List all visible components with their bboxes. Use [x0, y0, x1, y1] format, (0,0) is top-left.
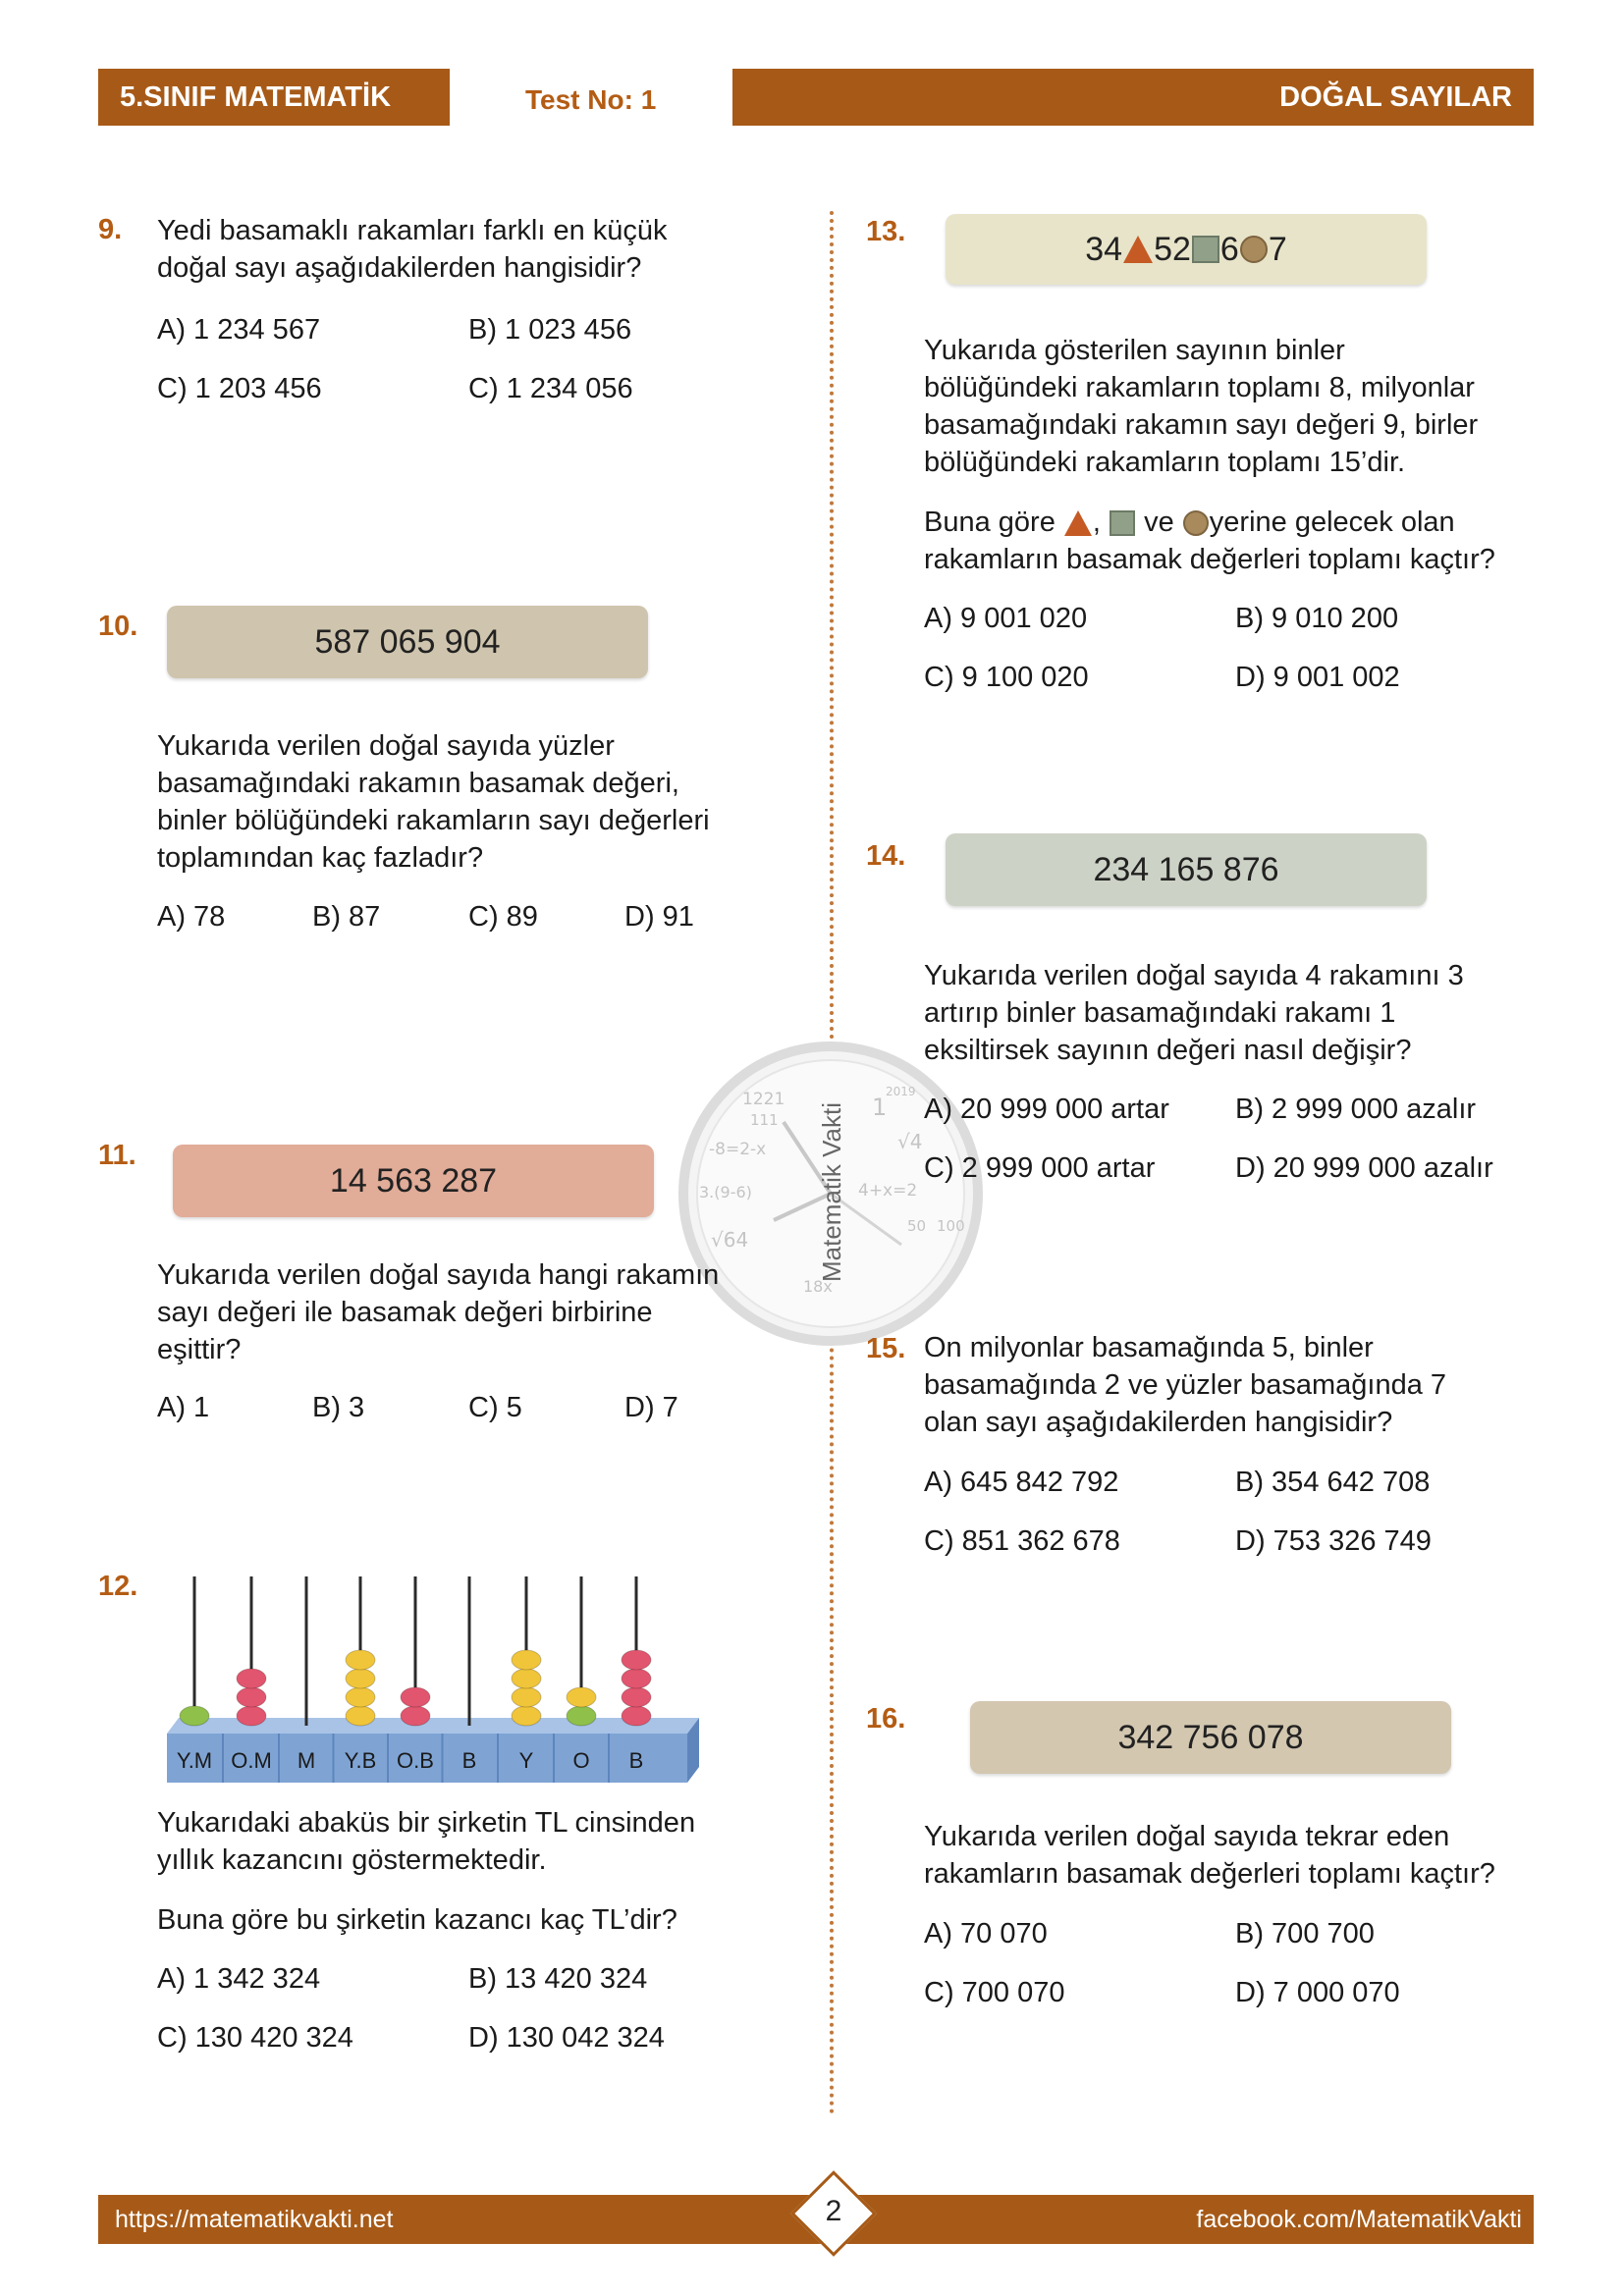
q15-option-c[interactable]: C) 851 362 678	[924, 1525, 1120, 1557]
abacus-bead	[622, 1706, 651, 1726]
q14-line: eksiltirsek sayının değeri nasıl değişir?	[924, 1035, 1412, 1066]
q15-option-d[interactable]: D) 753 326 749	[1235, 1525, 1432, 1557]
q9-option-a[interactable]: A) 1 234 567	[157, 314, 321, 346]
question-number-14: 14.	[866, 840, 906, 872]
abacus-bead	[346, 1706, 375, 1726]
abacus-bead	[237, 1669, 266, 1688]
q13-line: basamağındaki rakamın sayı değeri 9, birler	[924, 409, 1479, 441]
abacus-bead	[512, 1669, 541, 1688]
q10-number-box: 587 065 904	[167, 606, 648, 678]
abacus-bead	[512, 1650, 541, 1670]
q13-question-line-1	[924, 504, 1455, 541]
abacus-bead	[622, 1669, 651, 1688]
wm-scribble: 111	[750, 1111, 779, 1129]
q14-line: artırıp binler basamağındaki rakamı 1	[924, 997, 1396, 1029]
q13-line: bölüğündeki rakamların toplamı 8, milyonlar	[924, 372, 1475, 403]
q16-line: Yukarıda verilen doğal sayıda tekrar eden	[924, 1821, 1450, 1852]
q16-option-c[interactable]: C) 700 070	[924, 1977, 1065, 2008]
q14-option-b[interactable]: B) 2 999 000 azalır	[1235, 1094, 1477, 1125]
triangle-icon	[1122, 235, 1154, 264]
grade-title-text: 5.SINIF MATEMATİK	[120, 80, 392, 113]
q16-line: rakamların basamak değerleri toplamı kaçtır?	[924, 1858, 1495, 1890]
q14-option-a[interactable]: A) 20 999 000 artar	[924, 1094, 1169, 1125]
question-number-16: 16.	[866, 1703, 906, 1735]
q11-option-d[interactable]: D) 7	[624, 1392, 678, 1423]
abacus-bead	[346, 1650, 375, 1670]
q13-q-part: ve	[1144, 507, 1174, 538]
q11-option-a[interactable]: A) 1	[157, 1392, 210, 1423]
q13-part: 34	[1085, 230, 1123, 268]
q14-number-box: 234 165 876	[946, 833, 1427, 906]
q15-option-a[interactable]: A) 645 842 792	[924, 1467, 1119, 1498]
question-14-text	[924, 957, 1464, 1069]
q10-option-c[interactable]: C) 89	[468, 901, 538, 933]
question-9-text	[157, 212, 668, 287]
q15-line: basamağında 2 ve yüzler basamağında 7	[924, 1369, 1447, 1401]
wm-scribble: 4+x=2	[858, 1181, 918, 1201]
q11-line: eşittir?	[157, 1334, 242, 1365]
abacus-label: Y.M	[176, 1748, 213, 1773]
q14-line: Yukarıda verilen doğal sayıda 4 rakamını 3	[924, 960, 1464, 991]
abacus-bead	[401, 1687, 430, 1707]
abacus-label: O.M	[231, 1748, 272, 1773]
q16-number-box: 342 756 078	[970, 1701, 1451, 1774]
abacus-bead	[346, 1687, 375, 1707]
circle-icon	[1239, 235, 1269, 264]
q9-line: Yedi basamaklı rakamları farklı en küçük	[157, 215, 668, 246]
q13-line: bölüğündeki rakamların toplamı 15’dir.	[924, 447, 1406, 478]
question-15-text	[924, 1329, 1446, 1441]
q14-option-c[interactable]: C) 2 999 000 artar	[924, 1152, 1156, 1184]
q13-q-part: ,	[1092, 507, 1101, 538]
q12-option-a[interactable]: A) 1 342 324	[157, 1963, 321, 1995]
abacus-label: B	[461, 1748, 477, 1773]
q16-option-b[interactable]: B) 700 700	[1235, 1918, 1375, 1949]
question-10-text	[157, 727, 710, 877]
abacus-label: Y	[518, 1748, 534, 1773]
question-12-text	[157, 1804, 695, 1879]
wm-scribble: 100	[937, 1217, 965, 1235]
q12-question-line: Buna göre bu şirketin kazancı kaç TL’dir?	[157, 1904, 677, 1936]
abacus-bead	[512, 1687, 541, 1707]
topic-text: DOĞAL SAYILAR	[1279, 80, 1512, 113]
q12-line: Yukarıdaki abaküs bir şirketin TL cinsinden	[157, 1807, 696, 1839]
question-number-9: 9.	[98, 214, 123, 245]
q11-number-box: 14 563 287	[173, 1145, 654, 1217]
wm-scribble: -8=2-x	[709, 1140, 767, 1159]
q11-option-b[interactable]: B) 3	[312, 1392, 365, 1423]
wm-scribble: 50	[907, 1217, 927, 1235]
question-16-text	[924, 1818, 1495, 1893]
q13-question-line-2: rakamların basamak değerleri toplamı kaçtır?	[924, 544, 1495, 575]
q13-option-d[interactable]: D) 9 001 002	[1235, 662, 1400, 693]
page-number: 2	[825, 2195, 842, 2227]
abacus-label: Y.B	[344, 1748, 377, 1773]
abacus-bead	[237, 1687, 266, 1707]
q10-option-d[interactable]: D) 91	[624, 901, 694, 933]
question-number-11: 11.	[98, 1140, 136, 1171]
wm-scribble: 1221	[742, 1090, 785, 1109]
question-number-12: 12.	[98, 1571, 138, 1602]
abacus-label: B	[628, 1748, 644, 1773]
circle-icon	[1182, 509, 1210, 537]
q12-option-b[interactable]: B) 13 420 324	[468, 1963, 648, 1995]
q13-number-box	[946, 214, 1427, 285]
q9-option-b[interactable]: B) 1 023 456	[468, 314, 632, 346]
abacus-label: O.B	[397, 1748, 434, 1773]
abacus-bead	[622, 1650, 651, 1670]
q15-line: olan sayı aşağıdakilerden hangisidir?	[924, 1407, 1393, 1438]
question-11-text	[157, 1256, 719, 1368]
question-13-text	[924, 332, 1478, 481]
q13-q-part: yerine gelecek olan	[1209, 507, 1455, 538]
q12-option-c[interactable]: C) 130 420 324	[157, 2022, 353, 2054]
q13-part: 7	[1268, 230, 1287, 268]
q10-line: basamağındaki rakamın basamak değeri,	[157, 768, 679, 799]
question-number-15: 15.	[866, 1333, 906, 1364]
q15-line: On milyonlar basamağında 5, binler	[924, 1332, 1374, 1363]
header-grade-title	[98, 69, 450, 126]
watermark-brand: Matematik Vakti	[817, 1101, 846, 1282]
abacus-label: M	[297, 1748, 316, 1773]
abacus-bead	[401, 1706, 430, 1726]
q16-option-d[interactable]: D) 7 000 070	[1235, 1977, 1400, 2008]
watermark-logo	[676, 1039, 986, 1349]
q15-option-b[interactable]: B) 354 642 708	[1235, 1467, 1431, 1498]
abacus-bead	[346, 1669, 375, 1688]
test-number: Test No: 1	[525, 84, 657, 115]
q13-q-part: Buna göre	[924, 507, 1056, 538]
wm-scribble: 18x	[803, 1277, 833, 1296]
header-topic	[732, 69, 1534, 126]
q12-line: yıllık kazancını göstermektedir.	[157, 1844, 547, 1876]
q13-option-c[interactable]: C) 9 100 020	[924, 662, 1089, 693]
q10-line: toplamından kaç fazladır?	[157, 842, 484, 874]
abacus-figure	[157, 1569, 707, 1794]
footer-social-link[interactable]: facebook.com/MatematikVakti	[1196, 2206, 1522, 2233]
q11-line: sayı değeri ile basamak değeri birbirine	[157, 1297, 653, 1328]
q10-option-a[interactable]: A) 78	[157, 901, 226, 933]
triangle-icon	[1063, 509, 1093, 537]
wm-scribble: √4	[897, 1130, 923, 1153]
q10-line: binler bölüğündeki rakamların sayı değerleri	[157, 805, 710, 836]
q16-option-a[interactable]: A) 70 070	[924, 1918, 1048, 1949]
wm-scribble: √64	[711, 1228, 749, 1252]
abacus-bead	[567, 1706, 596, 1726]
abacus-bead	[512, 1706, 541, 1726]
abacus-bead	[567, 1687, 596, 1707]
square-icon	[1191, 235, 1220, 264]
wm-scribble: 3.(9-6)	[699, 1183, 752, 1201]
q10-option-b[interactable]: B) 87	[312, 901, 381, 933]
question-number-13: 13.	[866, 216, 906, 247]
wm-scribble: 1	[872, 1094, 888, 1121]
q9-option-d[interactable]: C) 1 234 056	[468, 373, 633, 404]
square-icon	[1109, 509, 1136, 537]
q9-option-c[interactable]: C) 1 203 456	[157, 373, 322, 404]
q11-option-c[interactable]: C) 5	[468, 1392, 522, 1423]
question-number-10: 10.	[98, 611, 138, 642]
q11-line: Yukarıda verilen doğal sayıda hangi rakamın	[157, 1259, 720, 1291]
q13-option-a[interactable]: A) 9 001 020	[924, 603, 1088, 634]
q10-line: Yukarıda verilen doğal sayıda yüzler	[157, 730, 615, 762]
q12-option-d[interactable]: D) 130 042 324	[468, 2022, 665, 2054]
footer-website-link[interactable]: https://matematikvakti.net	[115, 2206, 394, 2233]
wm-scribble: 2019	[886, 1085, 916, 1098]
q13-option-b[interactable]: B) 9 010 200	[1235, 603, 1399, 634]
q14-option-d[interactable]: D) 20 999 000 azalır	[1235, 1152, 1493, 1184]
abacus-label: O	[572, 1748, 590, 1773]
q13-line: Yukarıda gösterilen sayının binler	[924, 335, 1345, 366]
abacus-bead	[622, 1687, 651, 1707]
abacus-bead	[180, 1706, 209, 1726]
abacus-bead	[237, 1706, 266, 1726]
q13-part: 52	[1154, 230, 1191, 268]
q13-part: 6	[1219, 230, 1239, 268]
q9-line: doğal sayı aşağıdakilerden hangisidir?	[157, 252, 642, 284]
